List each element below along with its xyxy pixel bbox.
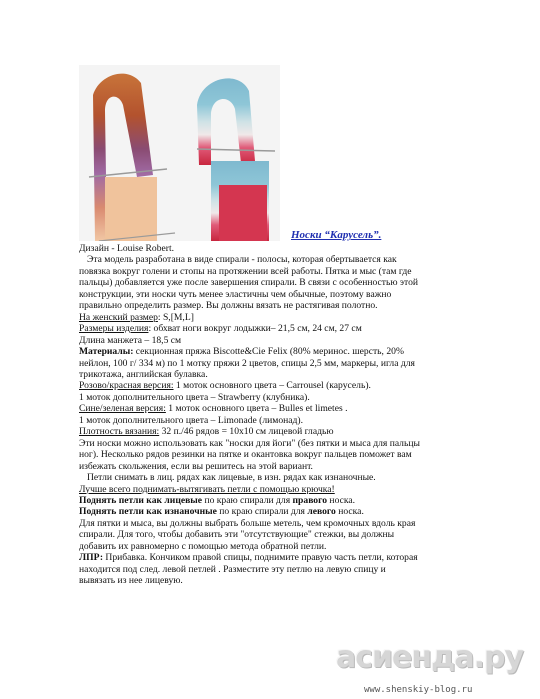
left-sock-line bbox=[79, 506, 474, 517]
right-sock-line bbox=[79, 495, 474, 506]
watermark-url: www.shenskiy-blog.ru bbox=[364, 685, 473, 695]
text-line: вывязать из нее лицевую. bbox=[79, 575, 183, 587]
right-sock-word: правого bbox=[292, 494, 328, 506]
left-sock-end: носка. bbox=[335, 506, 364, 518]
gauge-value: 32 п./46 рядов = 10х10 см лицевой гладью bbox=[159, 426, 334, 438]
blue-version-line bbox=[79, 403, 474, 414]
gauge-label: Плотность вязания: bbox=[79, 426, 160, 438]
text-line: повязка вокруг голени и стопы на протяжении всей работы. Пятка и мыс (там где bbox=[79, 265, 412, 277]
pattern-title: Носки “Карусель”. bbox=[291, 229, 382, 241]
text-line: избежать скольжения, если вы решитесь на этой вариант. bbox=[79, 460, 313, 472]
crochet-tip-line: Лучше всего поднимать-вытягивать петли с помощью крючка! bbox=[79, 483, 335, 495]
text-line: пальцы) добавляется уже после завершения спирали. В связи с особенностью этой bbox=[79, 277, 419, 289]
designer-line: Дизайн - Louise Robert. bbox=[79, 243, 175, 254]
left-sock-text: по краю спирали для bbox=[216, 506, 308, 518]
pink-version-label: Розово/красная версия: bbox=[79, 380, 174, 392]
sock-photos bbox=[79, 65, 280, 241]
materials-line bbox=[79, 346, 474, 357]
text-line: трикотажа, английская булавка. bbox=[79, 368, 208, 380]
pattern-text bbox=[79, 243, 474, 587]
blue-version-label: Сине/зеленая версия: bbox=[79, 403, 166, 415]
increase-value: Прибавка. Кончиком правой спицы, поднимите правую часть петли, которая bbox=[103, 552, 418, 564]
size-line bbox=[79, 312, 474, 323]
text-line: Длина манжета – 18,5 см bbox=[79, 334, 182, 346]
increase-label: ЛПР: bbox=[79, 552, 104, 564]
watermark bbox=[336, 640, 524, 695]
text-line: Эта модель разработана в виде спирали - полосы, которая обертывается как bbox=[87, 254, 397, 266]
right-sock-end: носка. bbox=[327, 494, 356, 506]
text-line: правильно определить размер. Вы должны вязать не растягивая полотно. bbox=[79, 300, 378, 312]
dimensions-value: : обхват ноги вокруг лодыжки– 21,5 см, 24 см, 27 см bbox=[148, 323, 362, 335]
size-label: На женский размер bbox=[79, 311, 158, 323]
text-line: конструкции, эти носки чуть менее эластичны чем обычные, поэтому важно bbox=[79, 288, 392, 300]
dimensions-line bbox=[79, 323, 474, 334]
text-line: 1 моток дополнительного цвета – Strawberry (клубника). bbox=[79, 391, 310, 403]
pink-version-value: 1 моток основного цвета – Carrousel (карусель). bbox=[173, 380, 371, 392]
sock-photos-image bbox=[79, 65, 280, 241]
left-sock-bold: Поднять петли как изнаночные bbox=[79, 506, 217, 518]
text-line: спирали. Для того, чтобы добавить эти "отсутствующие" стежки, вы должны bbox=[79, 529, 395, 541]
watermark-logo: асиенда.ру bbox=[336, 640, 524, 675]
text-line: ног). Несколько рядов резинки на пятке и окантовка вокруг пальцев поможет вам bbox=[79, 449, 412, 461]
text-line: находится под след. левой петлей . Разместите эту петлю на левую спицу и bbox=[79, 563, 386, 575]
pink-version-line bbox=[79, 380, 474, 391]
size-value: : S,[M,L] bbox=[157, 311, 194, 323]
right-sock-red bbox=[219, 185, 267, 241]
text-line: добавить их равномерно с помощью метода обратной петли. bbox=[79, 540, 327, 552]
text-line: нейлон, 100 г/ 334 м) по 1 мотку пряжи 2 цветов, спицы 2,5 мм, маркеры, игла для bbox=[79, 357, 415, 369]
gauge-line bbox=[79, 426, 474, 437]
right-sock-bold: Поднять петли как лицевые bbox=[79, 494, 203, 506]
text-line: Для пятки и мыса, вы должны выбрать больше метель, чем кромочных вдоль края bbox=[79, 517, 416, 529]
dimensions-label: Размеры изделия bbox=[79, 323, 149, 335]
left-sock-body bbox=[105, 177, 157, 241]
materials-value: секционная пряжа Biscotte&Cie Felix (80% мериноc. шерсть, 20% bbox=[133, 346, 404, 358]
text-line: Петли снимать в лиц. рядах как лицевые, в изн. рядах как изнаночные. bbox=[87, 472, 376, 484]
right-sock-text: по краю спирали для bbox=[202, 494, 293, 506]
text-line: 1 моток дополнительного цвета – Limonade (лимонад). bbox=[79, 414, 304, 426]
blue-version-value: 1 моток основного цвета – Bulles et limetes . bbox=[165, 403, 348, 415]
materials-label: Материалы: bbox=[79, 346, 134, 358]
increase-line bbox=[79, 552, 474, 563]
left-sock-word: левого bbox=[307, 506, 336, 518]
text-line: Эти носки можно использовать как "носки для йоги" (без пятки и мыса для пальцы bbox=[79, 437, 420, 449]
